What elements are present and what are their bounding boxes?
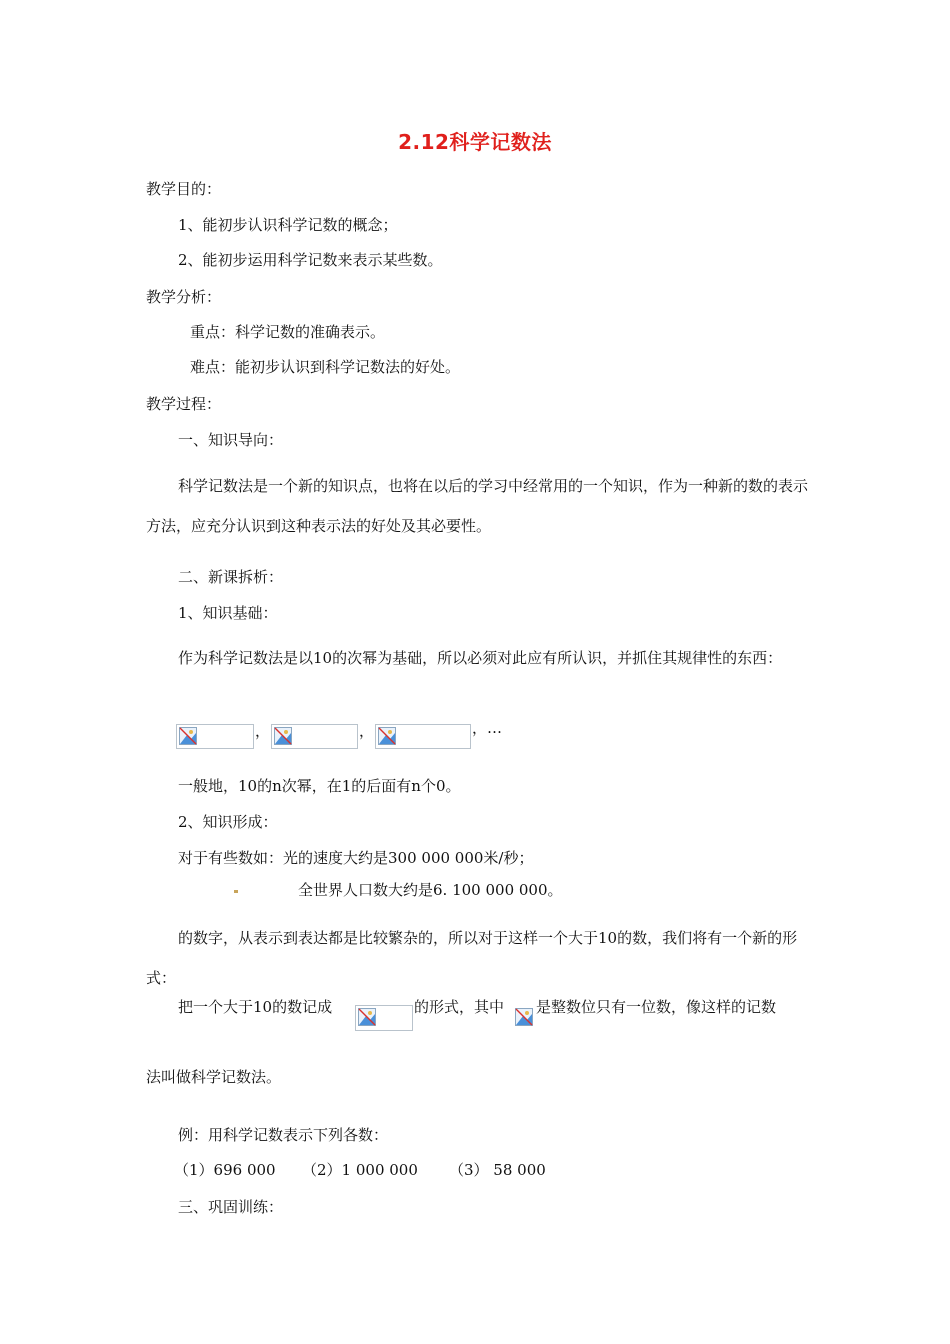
power-of-ten-image-2 (271, 724, 358, 749)
example-item-2: （2）1 000 000 (302, 1161, 418, 1179)
sub1-paragraph: 作为科学记数法是以10的次幂为基础，所以必须对此应有所认识，并抓住其规律性的东西： (178, 649, 783, 667)
broken-image-icon (274, 727, 292, 745)
goal-item-2: 2、能初步运用科学记数来表示某些数。 (178, 251, 443, 269)
sub1-heading: 1、知识基础： (178, 604, 278, 622)
goals-heading: 教学目的： (146, 180, 222, 198)
sep-comma-1: ， (255, 722, 271, 740)
broken-image-icon (378, 727, 396, 745)
stray-mark (234, 890, 238, 893)
part1-heading: 一、知识导向： (178, 431, 284, 449)
power-rule: 一般地，10的n次幂，在1的后面有n个0。 (178, 777, 461, 795)
speed-of-light-line: 对于有些数如：光的速度大约是300 000 000米/秒； (178, 849, 534, 867)
ellipsis: ，… (472, 719, 503, 737)
sci-notation-form-image (355, 1005, 413, 1031)
part2-heading: 二、新课拆析： (178, 568, 284, 586)
sub2-heading: 2、知识形成： (178, 813, 278, 831)
analysis-key-point: 重点：科学记数的准确表示。 (190, 323, 386, 341)
broken-image-icon (515, 1008, 533, 1026)
definition-part-a: 把一个大于10的数记成 (178, 998, 333, 1016)
part3-heading: 三、巩固训练： (178, 1198, 284, 1216)
process-heading: 教学过程： (146, 395, 222, 413)
definition-part-d: 法叫做科学记数法。 (146, 1068, 282, 1086)
goal-item-1: 1、能初步认识科学记数的概念； (178, 216, 398, 234)
example-item-1: （1）696 000 (174, 1161, 276, 1179)
definition-part-c: 是整数位只有一位数，像这样的记数 (536, 998, 777, 1016)
page-title: 2.12科学记数法 (398, 130, 552, 154)
broken-image-icon (358, 1008, 376, 1026)
power-of-ten-image-3 (375, 724, 471, 749)
population-line: 全世界人口数大约是6. 100 000 000。 (298, 881, 563, 899)
sub2-paragraph: 的数字，从表示到表达都是比较繁杂的，所以对于这样一个大于10的数，我们将有一个新的形式： (146, 929, 798, 987)
part1-paragraph: 科学记数法是一个新的知识点，也将在以后的学习中经常用的一个知识，作为一种新的数的表示方法，应充分认识到这种表示法的好处及其必要性。 (146, 477, 809, 535)
sep-comma-2: ， (359, 722, 375, 740)
coefficient-image (514, 1006, 534, 1028)
example-item-3: （3） 58 000 (449, 1161, 546, 1179)
analysis-heading: 教学分析： (146, 288, 222, 306)
broken-image-icon (179, 727, 197, 745)
power-of-ten-image-1 (176, 724, 254, 749)
analysis-difficulty: 难点：能初步认识到科学记数法的好处。 (190, 358, 461, 376)
definition-part-b: 的形式，其中 (414, 998, 505, 1016)
example-heading: 例：用科学记数表示下列各数： (178, 1126, 389, 1144)
